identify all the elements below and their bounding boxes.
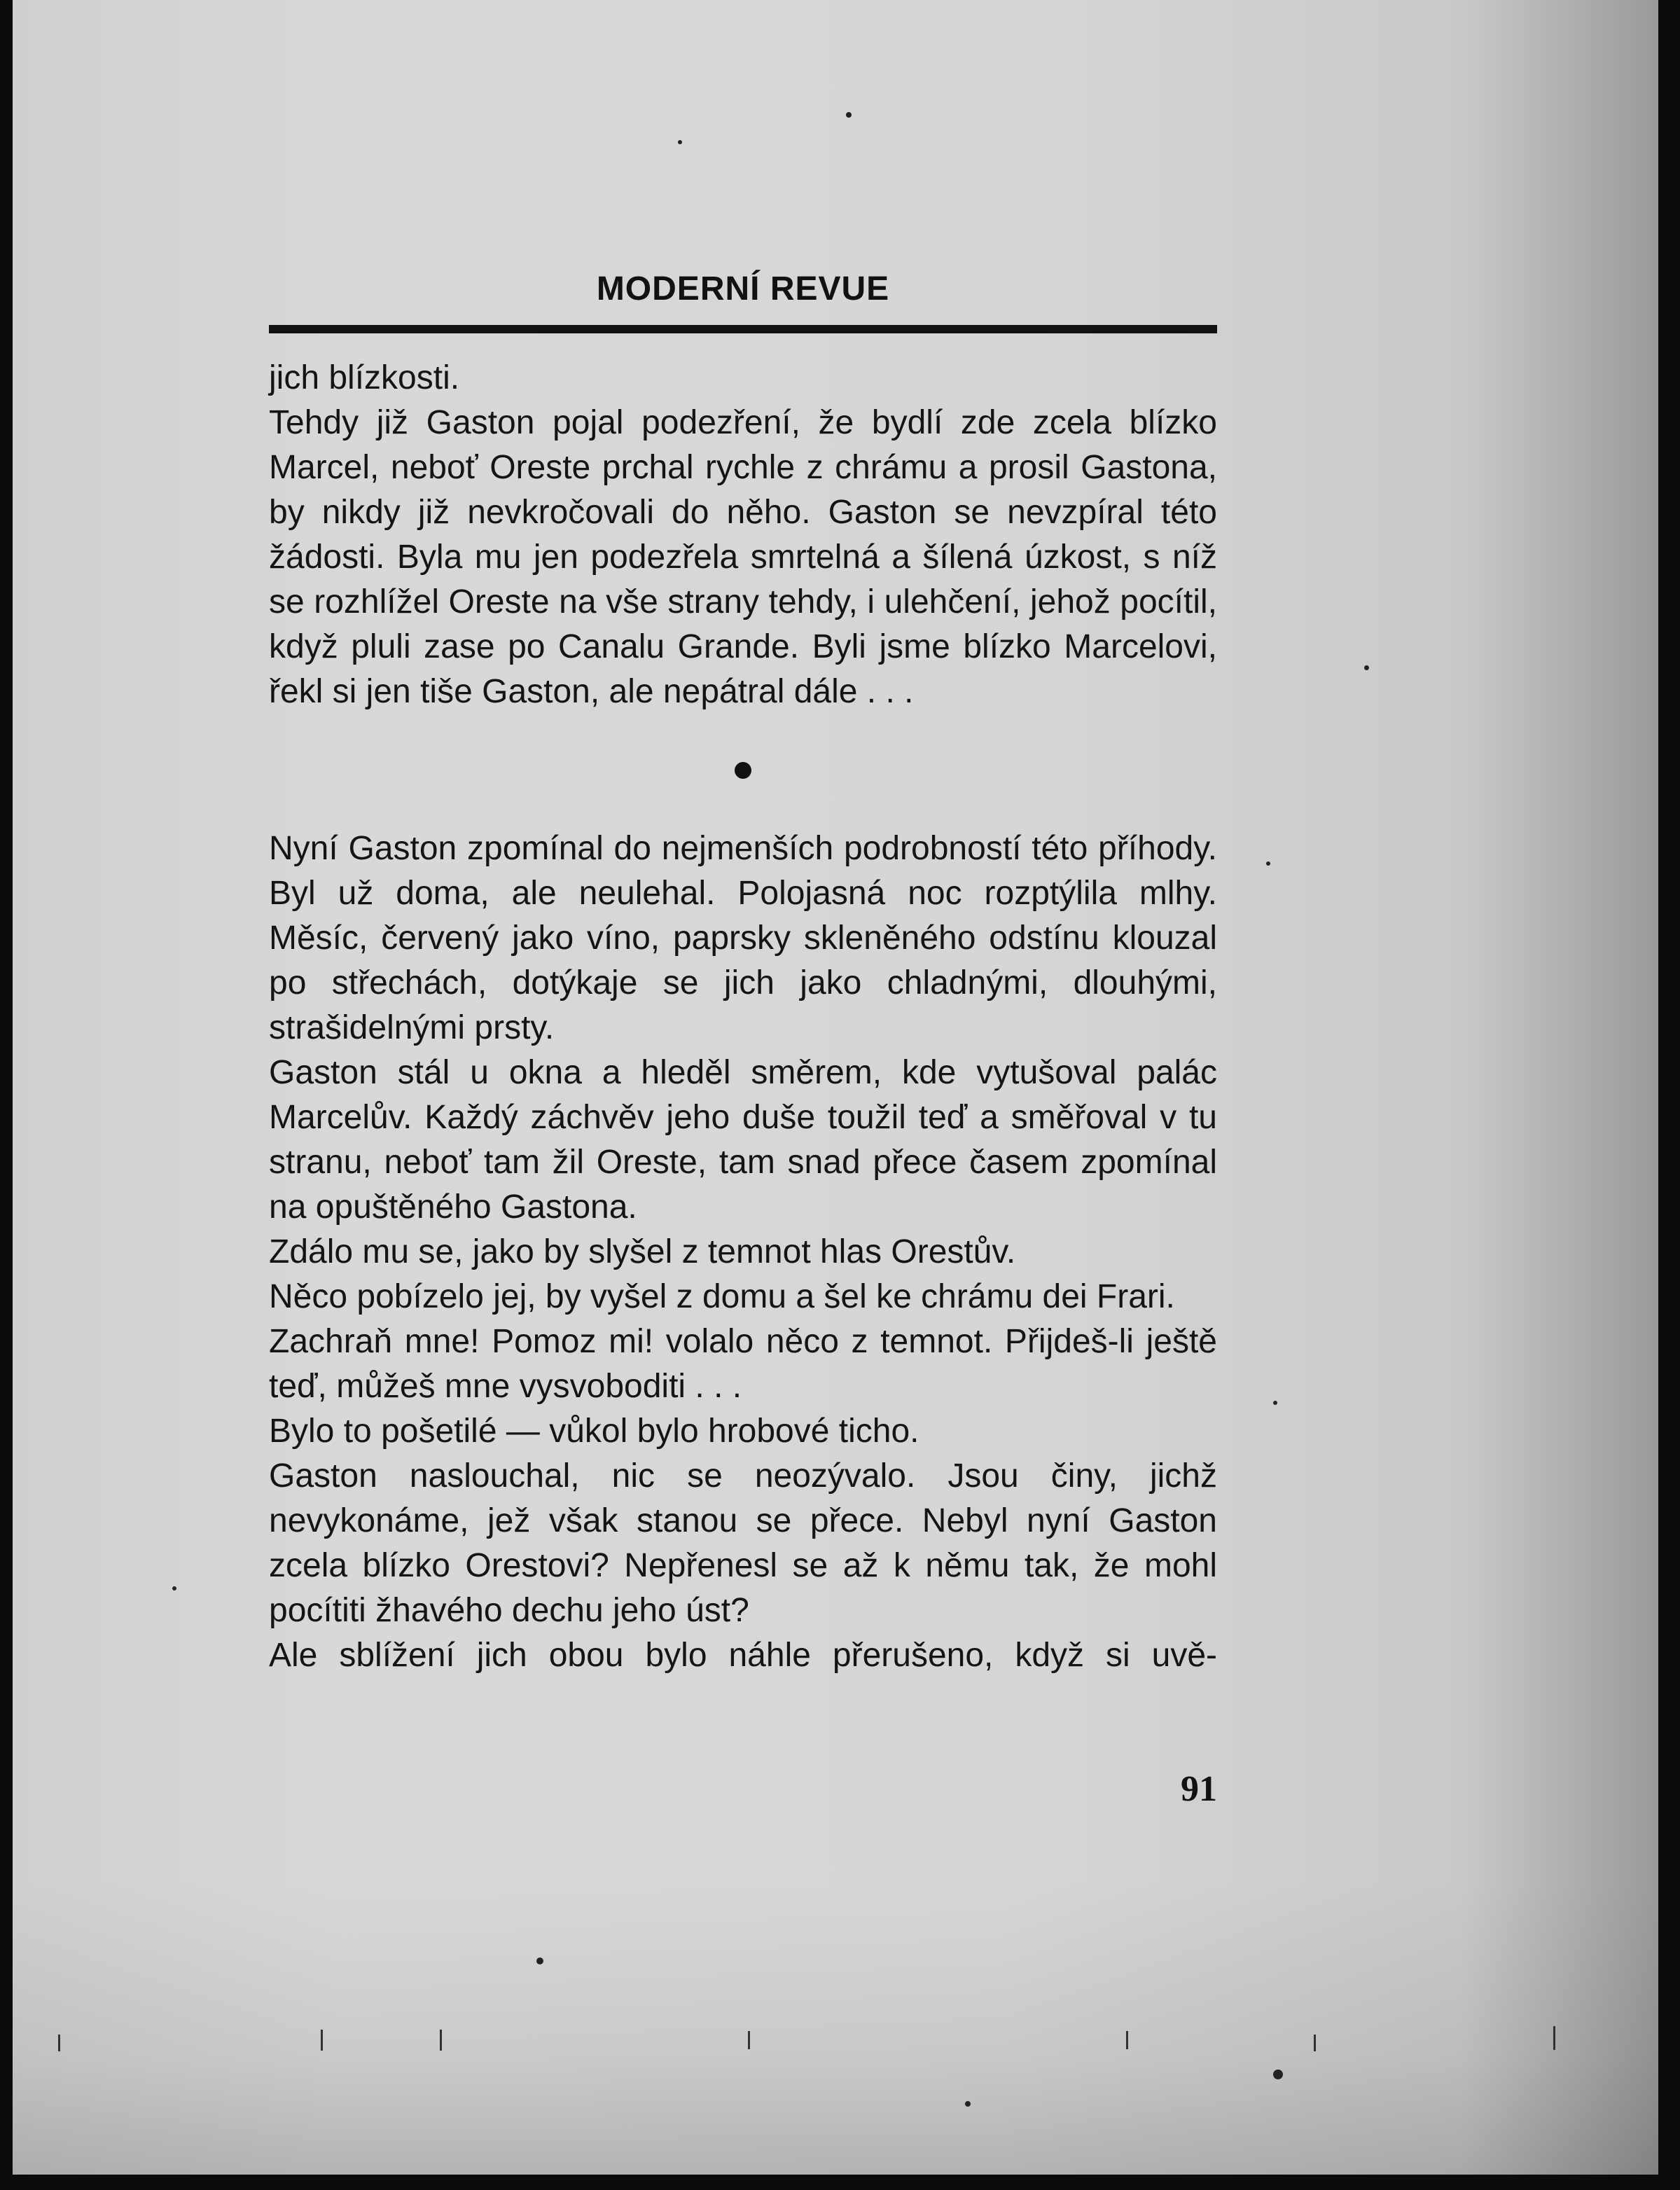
scan-tick (321, 2030, 323, 2051)
paragraph: Zachraň mne! Pomoz mi! volalo něco z temnot. Přijdeš-li ještě teď, můžeš mne vysvoboditi . . . (269, 1323, 1217, 1405)
section-break-dot-icon (735, 762, 751, 779)
body-text (269, 356, 1217, 1678)
paragraph: Bylo to pošetilé — vůkol bylo hrobové ticho. (269, 1413, 919, 1450)
paragraph: Něco pobízelo jej, by vyšel z domu a šel ke chrámu dei Frari. (269, 1278, 1175, 1315)
paragraph: Zdálo mu se, jako by slyšel z temnot hlas Orestův. (269, 1233, 1016, 1270)
scan-speck (1266, 861, 1270, 866)
paragraph: Nyní Gaston zpomínal do nejmenších podrobností této příhody. Byl už doma, ale neulehal. Polojasná noc rozptýlila mlhy. Měsíc, červený jako víno, paprsky skleněného odstínu klouzal po střechách, dotýkaje se jich jako chladnými, dlouhými, strašidelnými prsty. (269, 830, 1217, 1046)
scan-speck (1273, 1401, 1277, 1405)
scan-speck (536, 1957, 543, 1964)
scan-speck (172, 1586, 176, 1590)
paragraph: Gaston stál u okna a hleděl směrem, kde vytušoval palác Marcelův. Každý záchvěv jeho duše toužil teď a směřoval v tu stranu, neboť tam žil Oreste, tam snad přece časem zpomínal na opuštěného Gastona. (269, 1054, 1217, 1226)
header-rule (269, 325, 1217, 333)
paragraph: Gaston naslouchal, nic se neozývalo. Jsou činy, jichž nevykonáme, jež však stanou se přece. Nebyl nyní Gaston zcela blízko Orestovi? Nepřenesl se až k němu tak, že mohl pocítiti žhavého dechu jeho úst? (269, 1457, 1217, 1629)
scan-speck (1364, 665, 1369, 670)
paragraph: jich blízkosti. (269, 359, 460, 396)
scan-tick (748, 2031, 750, 2049)
section-break (269, 714, 1217, 826)
scan-tick (1126, 2031, 1128, 2049)
paragraph: Tehdy již Gaston pojal podezření, že bydlí zde zcela blízko Marcel, neboť Oreste prchal rychle z chrámu a prosil Gastona, by nikdy již nevkročovali do něho. Gaston se nevzpíral této žádosti. Byla mu jen podezřela smrtelná a šílená úzkost, s níž se rozhlížel Oreste na vše strany tehdy, i ulehčení, jehož pocítil, když pluli zase po Canalu Grande. Byli jsme blízko Marcelovi, řekl si jen tiše Gaston, ale nepátral dále . . . (269, 404, 1217, 710)
scan-speck (1273, 2070, 1283, 2079)
scan-tick (58, 2035, 60, 2051)
scan-speck (678, 140, 682, 144)
scan-tick (1314, 2035, 1316, 2051)
book-page (13, 0, 1658, 2175)
scan-tick (440, 2030, 442, 2051)
scan-speck (965, 2101, 971, 2107)
page-number: 91 (1181, 1769, 1217, 1809)
paragraph: Ale sblížení jich obou bylo náhle přerušeno, když si uvě- (269, 1637, 1217, 1674)
scan-speck (846, 112, 852, 118)
scan-tick (1553, 2026, 1555, 2050)
running-title: MODERNÍ REVUE (596, 270, 890, 307)
